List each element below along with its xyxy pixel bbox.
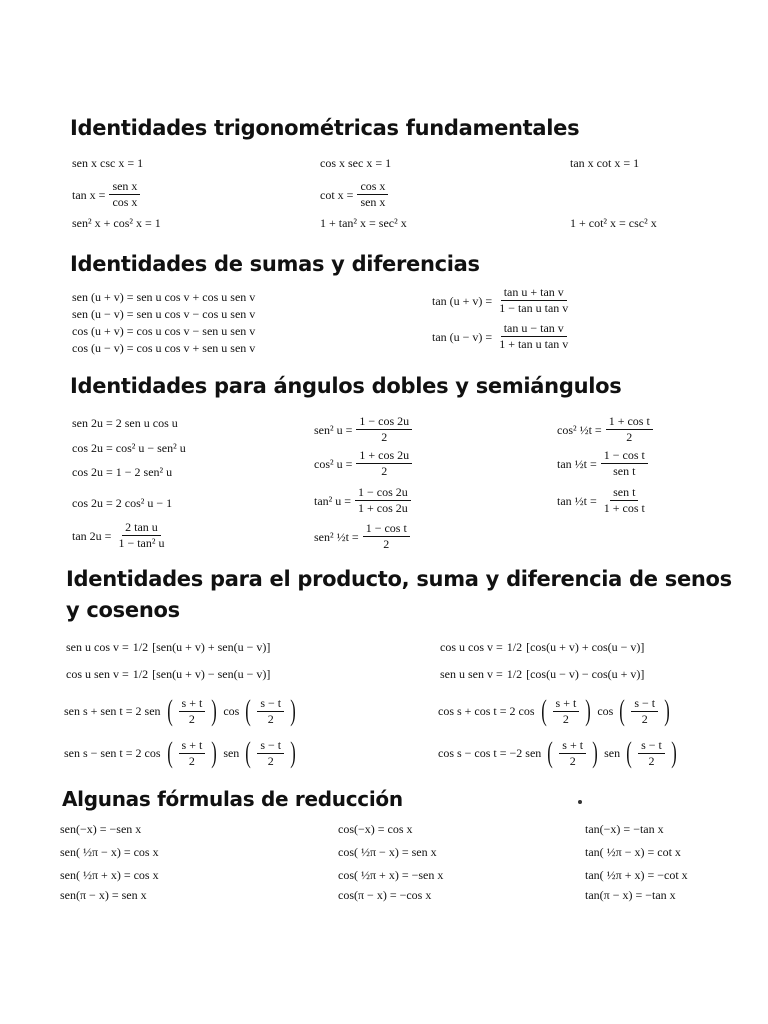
- formula-lhs: tan ½t =: [557, 456, 597, 471]
- formula: cos 2u = 2 cos² u − 1: [72, 496, 173, 510]
- formula: sen(π − x) = sen x: [60, 888, 147, 902]
- fraction: [257, 697, 284, 726]
- formula-lhs: tan ½t =: [557, 493, 597, 508]
- section-title-products: Identidades para el producto, suma y diferencia de senos: [66, 567, 732, 591]
- paren-open: (: [245, 694, 252, 727]
- half-coefficient: 1/2: [506, 640, 523, 654]
- numerator: s − t: [638, 739, 665, 754]
- fraction: [638, 739, 665, 768]
- denominator: 2: [381, 430, 388, 444]
- section-title-sums: Identidades de sumas y diferencias: [70, 252, 480, 276]
- formula-rhs: [cos(u − v) − cos(u + v)]: [526, 667, 645, 681]
- paren-open: (: [166, 736, 173, 769]
- numerator: s + t: [179, 697, 206, 712]
- formula: [314, 486, 411, 515]
- formula-lhs: sen s − sen t = 2 cos: [64, 746, 161, 760]
- fraction: [601, 486, 648, 515]
- formula: sen( ½π − x) = cos x: [60, 845, 159, 859]
- formula-lhs: tan² u =: [314, 493, 352, 508]
- formula: 1 + cot² x = csc² x: [570, 216, 657, 230]
- paren-close: ): [211, 694, 218, 727]
- denominator: 1 + cos 2u: [358, 501, 408, 515]
- formula: [438, 738, 679, 768]
- formula: tan( ½π + x) = −cot x: [585, 868, 688, 882]
- denominator: cos x: [112, 195, 138, 209]
- formula-lhs: tan (u − v) =: [432, 329, 493, 344]
- fraction: [559, 739, 586, 768]
- formula-mid: sen: [223, 746, 240, 760]
- numerator: 2 tan u: [122, 521, 161, 536]
- formula: 1 + tan² x = sec² x: [320, 216, 407, 230]
- formula: cos (u − v) = cos u cos v + sen u sen v: [72, 341, 256, 355]
- paren-close: ): [211, 736, 218, 769]
- denominator: 2: [188, 753, 195, 768]
- fraction: [553, 697, 580, 726]
- paren-close: ): [592, 736, 598, 769]
- formula: tan(π − x) = −tan x: [585, 888, 676, 902]
- formula: cos( ½π + x) = −sen x: [338, 868, 444, 882]
- numerator: s − t: [257, 697, 284, 712]
- section-title-products-line2: y cosenos: [66, 598, 180, 622]
- formula-lhs: sen² u =: [314, 422, 353, 437]
- fraction: [606, 415, 653, 444]
- formula: sen (u + v) = sen u cos v + cos u sen v: [72, 290, 256, 304]
- formula-lhs: cos u sen v =: [66, 667, 129, 681]
- fraction: [355, 486, 411, 515]
- formula-rhs: [sen(u + v) − sen(u − v)]: [152, 667, 271, 681]
- paren-close: ): [664, 694, 670, 727]
- half-coefficient: 1/2: [506, 667, 523, 681]
- formula-lhs: cos s + cos t = 2 cos: [438, 704, 535, 718]
- paren-close: ): [671, 736, 677, 769]
- formula: cos 2u = 1 − 2 sen² u: [72, 465, 173, 479]
- fraction: [257, 739, 284, 768]
- numerator: 1 − cos 2u: [356, 415, 412, 430]
- denominator: 1 + cos t: [603, 501, 645, 515]
- formula: tan x cot x = 1: [570, 156, 640, 170]
- formula: sen (u − v) = sen u cos v − cos u sen v: [72, 307, 256, 321]
- denominator: 2: [641, 711, 648, 726]
- numerator: 1 + cos 2u: [356, 449, 412, 464]
- formula-lhs: tan (u + v) =: [432, 293, 493, 308]
- formula: [64, 738, 298, 768]
- denominator: 2: [267, 753, 274, 768]
- fraction: [179, 739, 206, 768]
- formula: cos (u + v) = cos u cos v − sen u sen v: [72, 324, 256, 338]
- formula: [432, 322, 571, 351]
- fraction: [356, 449, 412, 478]
- formula: [440, 667, 644, 681]
- formula: tan(−x) = −tan x: [585, 822, 664, 836]
- formula-mid: cos: [597, 704, 614, 718]
- denominator: 2: [267, 711, 274, 726]
- fraction: [496, 322, 571, 351]
- formula-lhs: cos s − cos t = −2 sen: [438, 746, 542, 760]
- formula: [314, 449, 412, 478]
- formula: [314, 415, 412, 444]
- denominator: 2: [381, 464, 388, 478]
- formula: [557, 415, 653, 444]
- fraction: [631, 697, 658, 726]
- formula: sen( ½π + x) = cos x: [60, 868, 159, 882]
- section-title-fundamental: Identidades trigonométricas fundamentales: [70, 116, 580, 140]
- numerator: 1 − cos t: [363, 522, 410, 537]
- formula-lhs: tan x =: [72, 187, 106, 202]
- formula: sen 2u = 2 sen u cos u: [72, 416, 178, 430]
- formula-mid: cos: [223, 704, 240, 718]
- numerator: 1 − cos 2u: [355, 486, 411, 501]
- numerator: cos x: [357, 180, 388, 195]
- denominator: 1 + tan u tan v: [499, 337, 569, 351]
- paren-open: (: [166, 694, 173, 727]
- numerator: s − t: [631, 697, 658, 712]
- denominator: 2: [569, 753, 576, 768]
- formula-lhs: cos u cos v =: [440, 640, 503, 654]
- numerator: tan u + tan v: [501, 286, 567, 301]
- formula: [440, 640, 644, 654]
- numerator: s − t: [257, 739, 284, 754]
- formula: sen² x + cos² x = 1: [72, 216, 161, 230]
- denominator: 2: [383, 537, 390, 551]
- formula-lhs: cos² u =: [314, 456, 353, 471]
- formula: cos( ½π − x) = sen x: [338, 845, 437, 859]
- denominator: 2: [188, 711, 195, 726]
- numerator: sen t: [610, 486, 638, 501]
- fraction: [357, 180, 388, 209]
- formula-mid: sen: [604, 746, 621, 760]
- formula-lhs: sen u cos v =: [66, 640, 129, 654]
- formula-lhs: sen² ½t =: [314, 529, 359, 544]
- paren-open: (: [547, 736, 554, 769]
- fraction: [356, 415, 412, 444]
- numerator: 1 + cos t: [606, 415, 653, 430]
- formula: cos(π − x) = −cos x: [338, 888, 432, 902]
- fraction: [363, 522, 410, 551]
- section-title-reduction: Algunas fórmulas de reducción: [62, 787, 403, 811]
- paren-open: (: [619, 694, 626, 727]
- fraction: [179, 697, 206, 726]
- formula: cos(−x) = cos x: [338, 822, 413, 836]
- formula-rhs: [cos(u + v) + cos(u − v)]: [526, 640, 645, 654]
- paren-close: ): [290, 694, 296, 727]
- formula-lhs: tan 2u =: [72, 528, 112, 543]
- denominator: sen x: [360, 195, 386, 209]
- formula: cos x sec x = 1: [320, 156, 392, 170]
- paren-close: ): [290, 736, 296, 769]
- formula: [557, 449, 648, 478]
- denominator: 1 − tan² u: [118, 536, 165, 550]
- ink-speck: [578, 800, 582, 804]
- denominator: 2: [626, 430, 633, 444]
- section-title-double-angles: Identidades para ángulos dobles y semiángulos: [70, 374, 622, 398]
- formula: cos 2u = cos² u − sen² u: [72, 441, 186, 455]
- formula: [64, 696, 298, 726]
- formula: [72, 521, 167, 550]
- formula: [432, 286, 571, 315]
- numerator: s + t: [179, 739, 206, 754]
- numerator: s + t: [553, 697, 580, 712]
- paren-open: (: [540, 694, 547, 727]
- formula: [66, 667, 270, 681]
- denominator: 1 − tan u tan v: [499, 301, 569, 315]
- numerator: 1 − cos t: [601, 449, 648, 464]
- formula-lhs: sen u sen v =: [440, 667, 503, 681]
- formula: [320, 180, 388, 209]
- numerator: sen x: [109, 180, 140, 195]
- formula-lhs: sen s + sen t = 2 sen: [64, 704, 161, 718]
- paren-open: (: [626, 736, 632, 769]
- fraction: [601, 449, 648, 478]
- fraction: [109, 180, 140, 209]
- denominator: 2: [562, 711, 569, 726]
- half-coefficient: 1/2: [132, 667, 149, 681]
- denominator: sen t: [613, 464, 636, 478]
- denominator: 2: [648, 753, 655, 768]
- formula: [66, 640, 270, 654]
- fraction: [115, 521, 167, 550]
- formula: [557, 486, 648, 515]
- numerator: tan u − tan v: [501, 322, 567, 337]
- half-coefficient: 1/2: [132, 640, 149, 654]
- formula-rhs: [sen(u + v) + sen(u − v)]: [152, 640, 271, 654]
- formula: [72, 180, 140, 209]
- formula: [314, 522, 410, 551]
- fraction: [496, 286, 571, 315]
- paren-open: (: [245, 736, 252, 769]
- formula: sen x csc x = 1: [72, 156, 144, 170]
- formula-lhs: cos² ½t =: [557, 422, 602, 437]
- formula: tan( ½π − x) = cot x: [585, 845, 681, 859]
- numerator: s + t: [559, 739, 586, 754]
- formula: sen(−x) = −sen x: [60, 822, 142, 836]
- paren-close: ): [585, 694, 592, 727]
- formula-lhs: cot x =: [320, 187, 354, 202]
- formula: [438, 696, 672, 726]
